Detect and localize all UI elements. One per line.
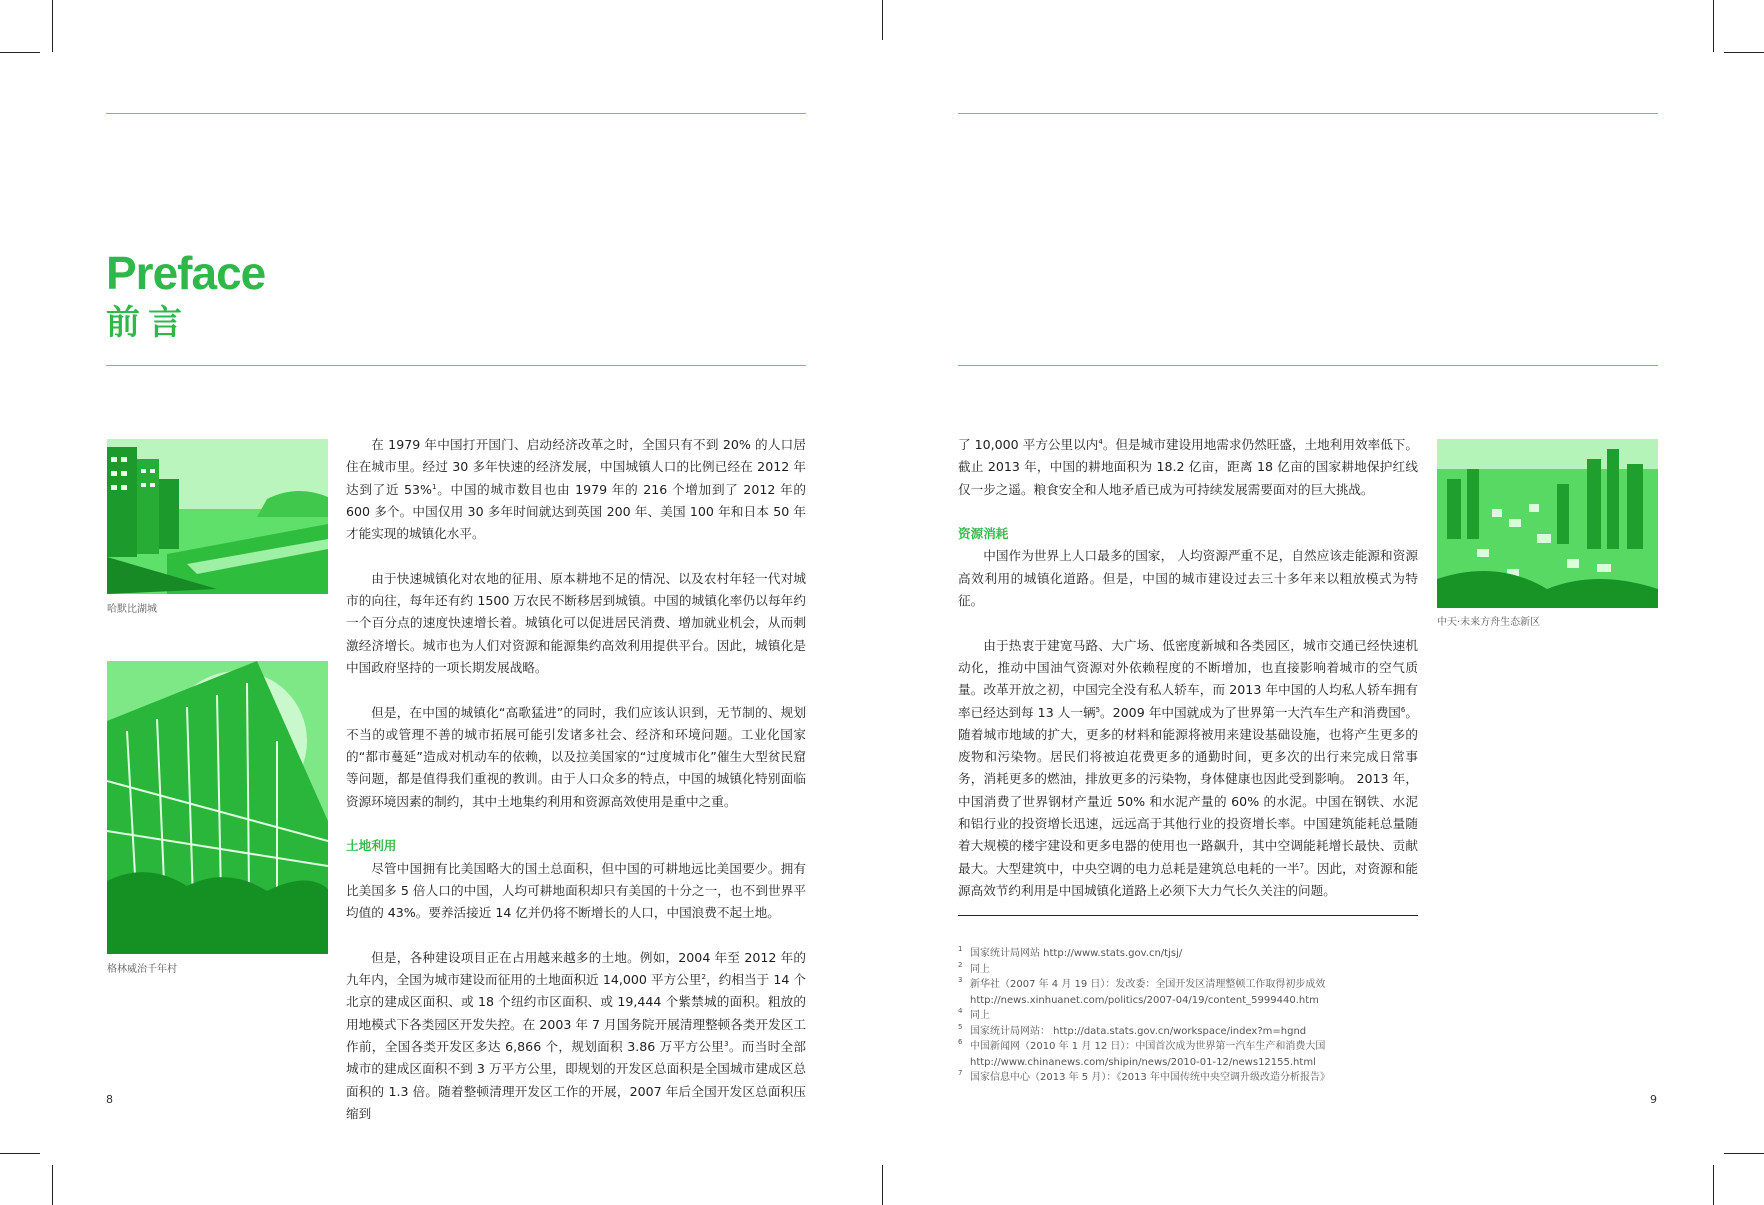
footnote-7: 7 国家信息中心（2013 年 5 月）：《2013 年中国传统中央空调升级改造分析报告》: [958, 1069, 1330, 1083]
crop-mark: [1724, 52, 1764, 53]
footnote-4: 4 同上: [958, 1007, 990, 1021]
body-paragraph-continued: 了 10,000 平方公里以内$^4$。但是城市建设用地需求仍然旺盛，土地利用效率低下。截止 2013 年，中国的耕地面积为 18.2 亿亩，距离 18 亿亩的国家耕地保护红线仅一步之遥。粮食安全和人地矛盾已成为可持续发展需要面对的巨大挑战。: [958, 437, 1419, 497]
right-body-column: [958, 434, 1418, 925]
footnote-3: 3 新华社（2007 年 4 月 19 日）：发改委：全国开发区清理整顿工作取得初步成效 http://news.xinhuanet.com/politics/2007-04/19/content_5999440.htm: [958, 977, 1428, 1008]
section-heading-resource-consumption: 资源消耗: [958, 526, 1009, 542]
crop-mark: [1713, 1165, 1714, 1205]
photo-caption: 格林威治千年村: [107, 964, 177, 975]
page-title-english: Preface: [106, 247, 266, 299]
photo-future-ark-eco-district: [1437, 439, 1658, 608]
footnote-link[interactable]: http://www.chinanews.com/shipin/news/2010-01-12/news12155.html: [970, 1056, 1316, 1068]
body-paragraph: 但是，在中国的城镇化“高歌猛进”的同时，我们应该认识到，无节制的、规划不当的或管理不善的城市拓展可能引发诸多社会、经济和环境问题。工业化国家的“都市蔓延”造成对机动车的依赖，以及拉美国家的“过度城市化”催生大型贫民窟等问题，都是值得我们重视的教训。由于人口众多的特点，中国的城镇化特别面临资源环境因素的制约，其中土地集约利用和资源高效使用是重中之重。: [346, 704, 806, 809]
crop-mark: [1713, 0, 1714, 52]
footnotes: [958, 946, 1428, 1086]
section-heading-land-use: 土地利用: [346, 838, 397, 854]
body-paragraph: 在 1979 年中国打开国门、启动经济改革之时，全国只有不到 20% 的人口居住在城市里。经过 30 多年快速的经济发展，中国城镇人口的比例已经在 2012 年达到了近 53%$^1$。中国的城市数目也由 1979 年的 216 个增加到了 2012 年的 600 多个。中国仅用 30 多年时间就达到英国 200 年、美国 100 年和日本 50 年才能实现的城镇化水平。: [346, 437, 806, 542]
photo-greenwich-millennium-village: [107, 661, 328, 954]
title-rule: [106, 365, 806, 366]
crop-mark: [52, 0, 53, 52]
left-body-column: [346, 434, 806, 1125]
footnote-rule: [958, 915, 1418, 916]
body-paragraph: 但是，各种建设项目正在占用越来越多的土地。例如，2004 年至 2012 年的九年内，全国为城市建设而征用的土地面积近 14,000 平方公里$^2$，约相当于 14 个北京的建成区面积、或 18 个纽约市区面积、或 19,444 个紫禁城的面积。粗放的用地模式下各类园区开发失控。在 2003 年 7 月国务院开展清理整顿各类开发区工作前，全国各类开发区多达 6,866 个，规划面积 3.86 万平方公里$^3$。而当时全部城市的建成区面积不到 3 万平方公里，即规划的开发区总面积是全国城市建成区总面积的 1.3 倍。随着整顿清理开发区工作的开展，2007 年后全国开发区总面积压缩到: [346, 949, 807, 1121]
body-paragraph: 中国作为世界上人口最多的国家， 人均资源严重不足，自然应该走能源和资源高效利用的城镇化道路。但是，中国的城市建设过去三十多年来以粗放模式为特征。: [958, 548, 1418, 609]
header-rule: [958, 113, 1658, 114]
photo-caption: 哈默比湖城: [107, 604, 157, 615]
footnote-2: 2 同上: [958, 960, 990, 975]
crop-mark: [882, 0, 883, 40]
body-paragraph: 由于快速城镇化对农地的征用、原本耕地不足的情况、以及农村年轻一代对城市的向往，每年还有约 1500 万农民不断移居到城镇。中国的城镇化率仍以每年约一个百分点的速度快速增长着。城镇化可以促进居民消费、增加就业机会，从而刺激经济增长。城市也为人们对资源和能源集约高效利用提供平台。因此，城镇化是中国政府坚持的一项长期发展战略。: [346, 570, 806, 675]
crop-mark: [1724, 1153, 1764, 1154]
page-title-chinese: 前言: [106, 303, 190, 343]
crop-mark: [0, 1153, 40, 1154]
footnote-5: 5 国家统计局网站： http://data.stats.gov.cn/workspace/index?m=hgnd: [958, 1022, 1307, 1037]
photo-hammarby-lake-city: [107, 439, 328, 594]
crop-mark: [52, 1165, 53, 1205]
header-rule: [106, 113, 806, 114]
crop-mark: [0, 52, 40, 53]
footnote-link[interactable]: http://news.xinhuanet.com/politics/2007-04/19/content_5999440.htm: [970, 994, 1319, 1006]
footnote-6: 6 中国新闻网（2010 年 1 月 12 日）：中国首次成为世界第一汽车生产和消费大国 http://www.chinanews.com/shipin/news/2010-01-12/news12155.html: [958, 1039, 1428, 1070]
photo-caption: 中天·未来方舟生态新区: [1437, 617, 1541, 628]
page-number-left: 8: [106, 1093, 113, 1106]
body-paragraph: 尽管中国拥有比美国略大的国土总面积，但中国的可耕地远比美国要少。拥有比美国多 5 倍人口的中国，人均可耕地面积却只有美国的十分之一，也不到世界平均值的 43%。要养活接近 14 亿并仍将不断增长的人口，中国浪费不起土地。: [346, 860, 806, 921]
crop-mark: [882, 1165, 883, 1205]
page-number-right: 9: [1650, 1093, 1657, 1106]
body-paragraph: 由于热衷于建宽马路、大广场、低密度新城和各类园区，城市交通已经快速机动化，推动中国油气资源对外依赖程度的不断增加，也直接影响着城市的空气质量。改革开放之初，中国完全没有私人轿车，而 2013 年中国的人均私人轿车拥有率已经达到每 13 人一辆$^5$。2009 年中国就成为了世界第一大汽车生产和消费国$^6$。随着城市地域的扩大，更多的材料和能源将被用来建设基础设施，也将产生更多的废物和污染物。居民们将被迫花费更多的通勤时间，更多次的出行来完成日常事务，消耗更多的燃油，排放更多的污染物，身体健康也因此受到影响。 2013 年，中国消费了世界钢材产量近 50% 和水泥产量的 60% 的水泥。中国在钢铁、水泥和铝行业的投资增长迅速，远远高于其他行业的投资增长率。中国建筑能耗总量随着大规模的楼宇建设和更多电器的使用也一路飙升，其中空调能耗增长最快、贡献最大。大型建筑中，中央空调的电力总耗是建筑总电耗的一半$^7$。因此，对资源和能源高效节约利用是中国城镇化道路上必须下大力气长久关注的问题。: [958, 637, 1419, 898]
title-rule: [958, 365, 1658, 366]
footnote-1: 1 国家统计局网站 http://www.stats.gov.cn/tjsj/: [958, 945, 1183, 959]
